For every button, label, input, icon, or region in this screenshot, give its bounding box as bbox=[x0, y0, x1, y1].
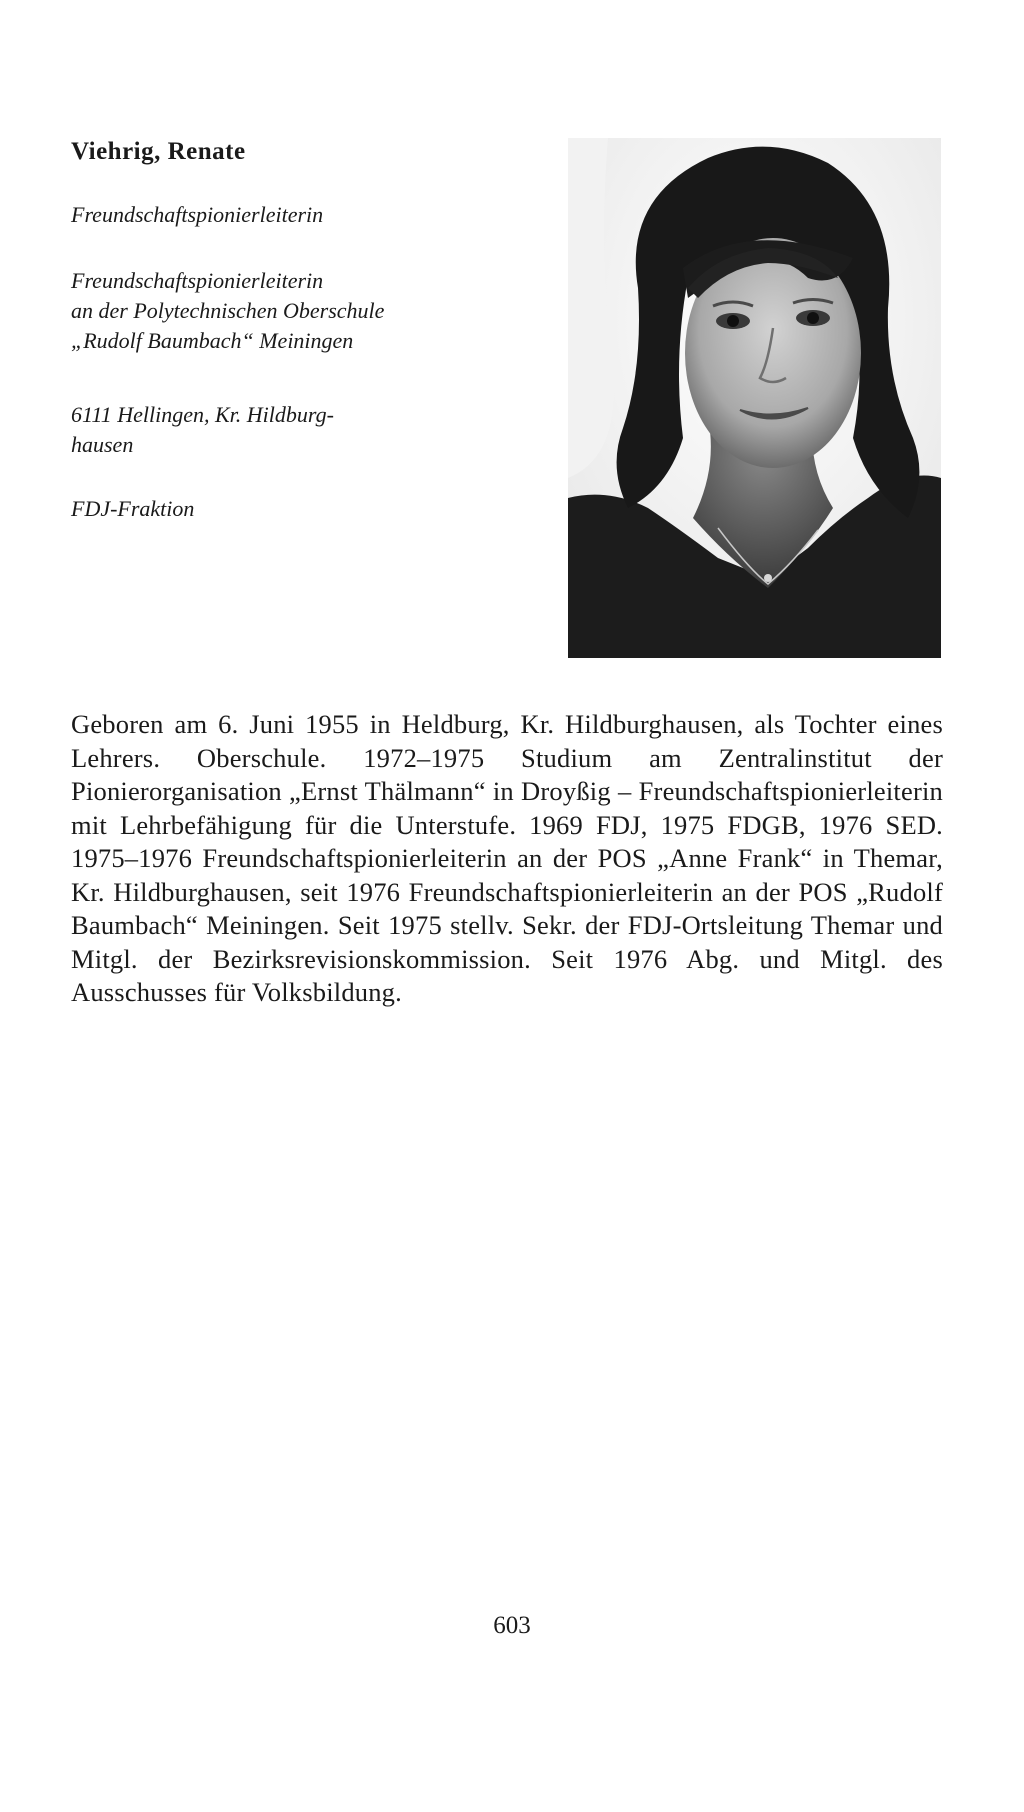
position-line: Freundschaftspionierleiterin bbox=[71, 268, 324, 293]
address-line: hausen bbox=[71, 432, 134, 457]
portrait-photo bbox=[568, 138, 941, 658]
entry-address bbox=[71, 400, 334, 460]
entry-function: Freundschaftspionierleiterin bbox=[71, 202, 324, 227]
position-line: „Rudolf Baumbach“ Meiningen bbox=[71, 328, 354, 353]
entry-name: Viehrig, Renate bbox=[71, 138, 246, 165]
biography-text: Geboren am 6. Juni 1955 in Heldburg, Kr. Hildburghausen, als Tochter eines Lehrers. Oberschule. 1972–1975 Studium am Zentralinstitut der Pionierorganisation „Ernst Thälmann“ in Droyßig – Freundschaftspionierleiterin mit Lehrbefähigung für die Unterstufe. 1969 FDJ, 1975 FDGB, 1976 SED. 1975–1976 Freundschaftspionierleiterin an der POS „Anne Frank“ in Themar, Kr. Hildburghausen, seit 1976 Freundschaftspionierleiterin an der POS „Rudolf Baumbach“ Meiningen. Seit 1975 stellv. Sekr. der FDJ-Ortsleitung Themar und Mitgl. der Bezirksrevisionskommission. Seit 1976 Abg. und Mitgl. des Ausschusses für Volksbildung. bbox=[71, 709, 943, 1007]
position-line: an der Polytechnischen Oberschule bbox=[71, 298, 385, 323]
entry-faction: FDJ-Fraktion bbox=[71, 496, 195, 521]
address-line: 6111 Hellingen, Kr. Hildburg- bbox=[71, 402, 334, 427]
page-number: 603 bbox=[493, 1612, 531, 1639]
entry-position bbox=[71, 266, 384, 356]
